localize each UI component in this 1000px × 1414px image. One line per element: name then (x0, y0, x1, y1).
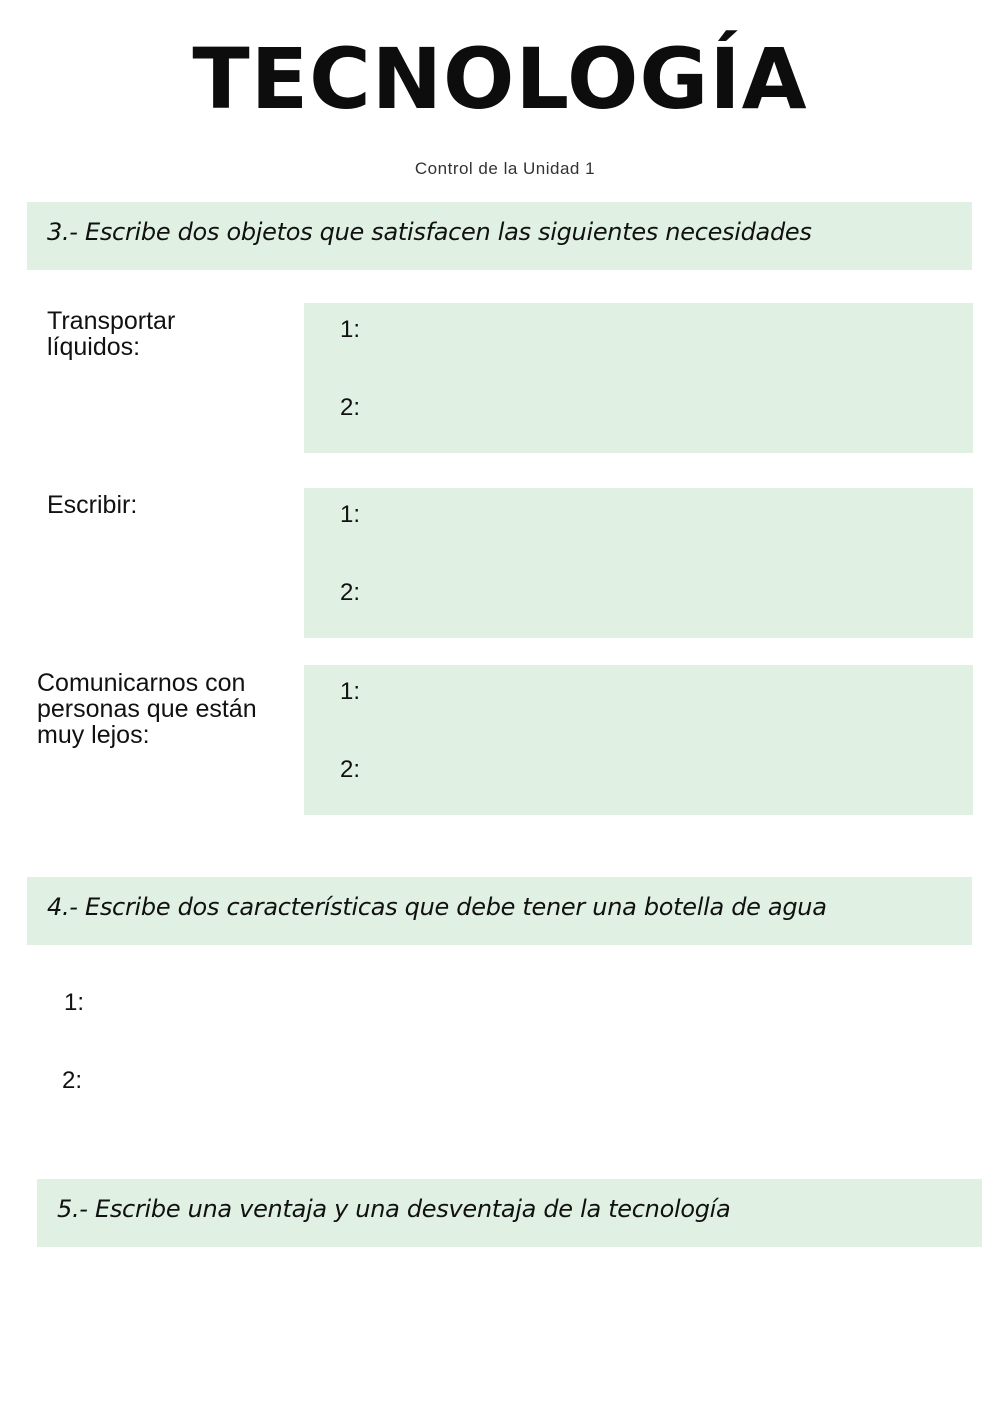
need-label-communicate: Comunicarnos con personas que están muy lejos: (37, 669, 257, 749)
need-label-write: Escribir: (47, 491, 138, 519)
answer-line-1: 1: (340, 678, 361, 705)
answer-line-2: 2: (340, 756, 361, 783)
answer-line-2: 2: (340, 579, 361, 606)
answer-line-2: 2: (340, 394, 361, 421)
answer-box-transport-liquids[interactable] (304, 303, 973, 453)
section-4-answer-line-1[interactable]: 1: (64, 989, 85, 1016)
page-title: TECNOLOGÍA (192, 30, 808, 128)
answer-box-write[interactable] (304, 488, 973, 638)
section-4-heading: 4.- Escribe dos características que debe tener una botella de agua (47, 893, 827, 921)
answer-line-1: 1: (340, 501, 361, 528)
section-4-answer-line-2[interactable]: 2: (62, 1067, 83, 1094)
section-3-heading: 3.- Escribe dos objetos que satisfacen las siguientes necesidades (47, 218, 812, 246)
section-5-heading: 5.- Escribe una ventaja y una desventaja de la tecnología (57, 1195, 731, 1223)
answer-line-1: 1: (340, 316, 361, 343)
page-subtitle: Control de la Unidad 1 (414, 159, 596, 178)
section-5-answer-area[interactable] (37, 1262, 982, 1392)
section-5-header (37, 1179, 982, 1247)
answer-box-communicate[interactable] (304, 665, 973, 815)
section-4-header (27, 877, 972, 945)
section-3-header (27, 202, 972, 270)
need-label-transport-liquids: Transportar líquidos: (47, 307, 176, 361)
